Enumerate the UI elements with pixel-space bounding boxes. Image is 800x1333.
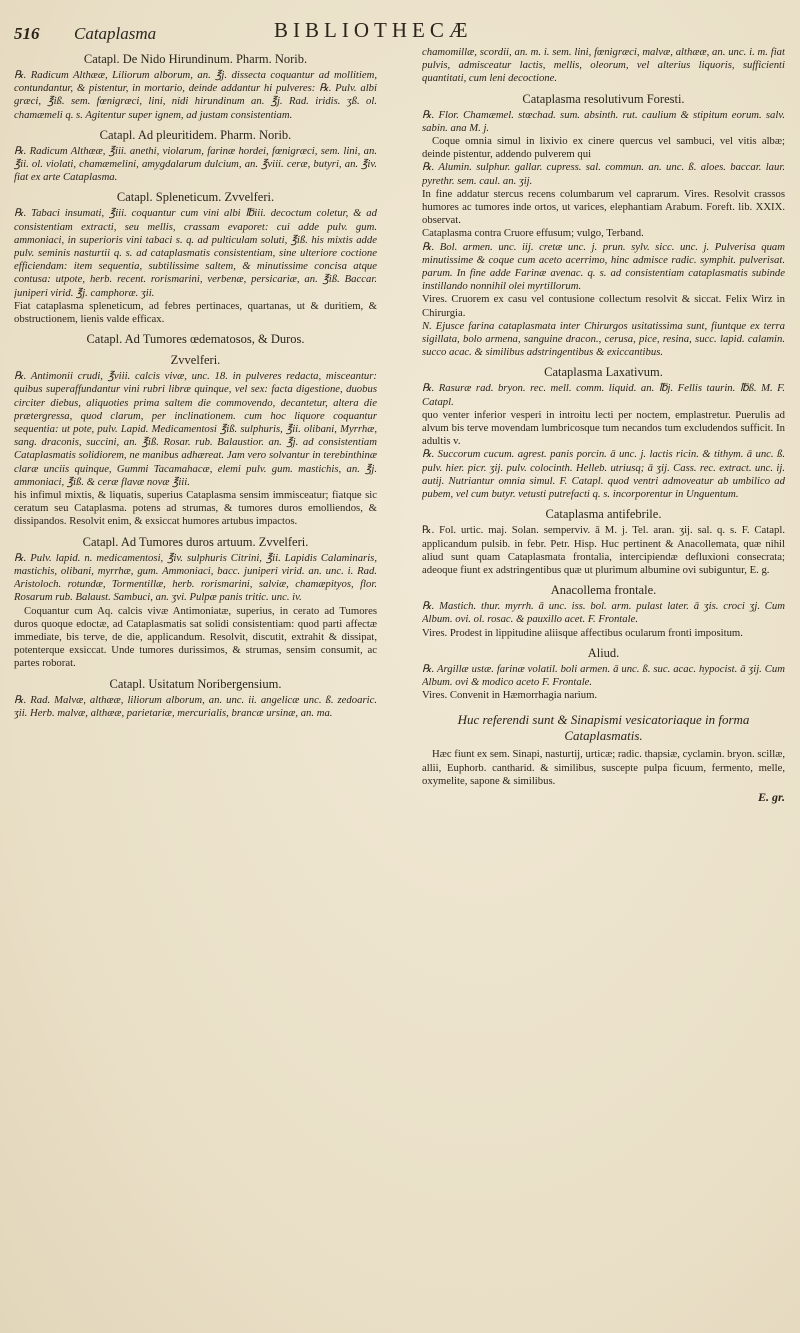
recipe-text: ℞. Mastich. thur. myrrh. ā unc. iss. bol. arm. pulast later. ā ʒis. croci ʒj. Cum Album. ovi. ol. rosac. & pauxillo acet. F. Frontale. [422,600,785,626]
page-number: 516 [14,24,40,43]
section-title: Cataplasma resolutivum Foresti. [522,91,685,106]
recipe-note: Fiat cataplasma spleneticum, ad febres pertinaces, quartanas, ut & duritiem, & obstructionem, lienis valde efficax. [14,299,377,326]
recipe-note: ℞. Fol. urtic. maj. Solan. semperviv. ā M. j. Tel. aran. ʒij. sal. q. s. F. Catapl. applicandum pulsib. in febr. Petr. Hisp. Huc pertinent & Anacollemata, quæ nihil aliud sunt quam Cataplasmata frontalia, intercipiendæ defluxioni consecrata; adeoque fiunt ex adstringentibus quæ ut plurimum albumine ovi subiguntur, E. g. [422,524,785,576]
catchword: E. gr. [757,789,785,804]
recipe-note: his infimul mixtis, & liquatis, superius Cataplasma sensim immisceatur; fiatque sic ceratum seu Cataplasma. potens ad strumas, & tumores duros emolliendos, & dissipandos. Resolvit enim, & exsiccat humores artubus impactos. [14,489,377,528]
recipe-text: ℞. Antimonii crudi, ℥viii. calcis vivæ, unc. 18. in pulveres redacta, misceantur: quibus superaffundantur vini rubri libræ quinque, vel sex: facta digestione, duobus circiter diebus, aliquoties prima saltem die commovendo, decantetur, altera die prætergressa, quod clarum, per inclinationem. cum hoc liquore coquantur sequentia: ut pote, pulv. Lapid. Medicamentosi ℥iß. sulphuris, ℥ii. olibani, Myrrhæ, sang. draconis, succini, an. ℥iß. Rosar. rub. Balaustior. an. ℥j. ad consistentiam Cataplasmatis solidiorem, ne manibus adhæreat. Jam vero solvantur in terebinthinæ claræ unciis quinque, Gummi Tacamahacæ, elemi pulv. gum. mastichis, an. ℥j. ammoniaci, ℥iß. & ceræ flavæ novæ ℥iii. [14,370,377,488]
recipe-note: Vires. Prodest in lippitudine aliisque affectibus ocularum fronti impositum. [422,626,743,639]
running-title: Cataplasma [74,24,157,43]
recipe-note: quo venter inferior vesperi in introitu lecti per noctem, emplastretur. Puerulis ad alvum bis terve movendam lumbricosque tum necandos tum excludendos sufficit. In adultis v. [422,408,785,448]
recipe-text: chamomillæ, scordii, an. m. i. sem. lini, fœnigræci, malvæ, althææ, an. unc. i. m. fiat pulvis, admisceatur lactis, mellis, oleorum, vel alterius liquoris, sufficienti quantitati, cum leni decoctione. [422,46,785,85]
section-title: Catapl. Ad pleuritidem. Pharm. Norib. [99,127,292,142]
recipe-text: ℞. Bol. armen. unc. iij. cretæ unc. j. prun. sylv. sicc. unc. j. Pulverisa quam minutissime & coque cum aceto acerrimo, hinc admisce radic. symphit. pulverisat. parum. In fine adde Farinæ avenac. q. s. ad consistentiam cataplasmatis subinde instillando nonnihil olei myrtillorum. [422,240,785,293]
recipe-note: Vires. Convenit in Hæmorrhagia narium. [422,689,598,702]
section-author: Zvvelferi. [170,353,221,368]
section-title: Catapl. De Nido Hirundinum. Pharm. Norib. [83,52,308,66]
recipe-note: Coquantur cum Aq. calcis vivæ Antimoniatæ, superius, in cerato ad Tumores duros quoque edoctæ, ad Cataplasmatis sat solidi consistentiam: quod parti affectæ immediate, bis terve, de die, applicandum. Resolvit, discutit, extrahit & dissipat, potenterque exsiccat. Unde tumores durissimos, & strumas, sensim consumit, ac partes roborat. [14,604,377,670]
recipe-text: ℞. Tabaci insumati, ℥iii. coquantur cum vini albi ℔iii. decoctum coletur, & ad consistentiam extracti, seu mellis, crassam evaporet: cui adde pulv. gum. ammoniaci, in superioris vini tabaci s. q. ad pulticulam soluti, ℥iß. his mixtis adde pulv. seminis nasturtii q. s. ad cataplasmatis consistentiam, sine ulteriore coctione efficiendam: item sequentia, subtilissime saltem, & minutissime concisa atque contusa: utpote, herb. recent. rorismarini, verbenæ, persicariæ, an. ℥iß. Baccar. juniperi virid. ℥j. camphoræ. ʒii. [14,207,377,299]
recipe-note: Coque omnia simul in lixivio ex cinere quercus vel sambuci, vel vitis albæ; deinde pistentur, addendo pulverem qui [422,135,785,161]
recipe-note: Cataplasma contra Cruore effusum; vulgo, Terband. [422,227,644,240]
section-title: Catapl. Ad Tumores œdematosos, & Duros. [86,332,305,347]
recipe-text: ℞. Pulv. lapid. n. medicamentosi, ℥iv. sulphuris Citrini, ℥ii. Lapidis Calaminaris, mastichis, olibani, myrrhæ, gum. Ammoniaci, bacc. juniperi virid. an. unc. i. Rad. Aristoloch. rotundæ, Tormentillæ, herb. rorismarini, salviæ, chamæpityos, flor. Rosarum rub. Balaust. Sambuci, an. ʒvi. Pulpæ panis tritic. unc. iv. [14,551,377,604]
section-title: Catapl. Ad Tumores duros artuum. Zvvelferi. [82,534,309,549]
left-column [14,46,377,1315]
recipe-text: ℞. Rad. Malvæ, althææ, liliorum alborum, an. unc. ii. angelicæ unc. ß. zedoaric. ʒii. Herb. malvæ, althææ, parietariæ, mercurialis, brancæ ursinæ, an. ma. [14,693,377,719]
section-title: Aliud. [587,645,620,660]
recipe-text: ℞. Flor. Chamæmel. stœchad. sum. absinth. rut. caulium & stipitum eorum. salv. sabin. ana M. j. [422,108,785,134]
section-title: Cataplasma antifebrile. [545,507,662,522]
right-column [422,46,785,1315]
recipe-note: In fine addatur stercus recens columbarum vel caprarum. Vires. Resolvit crassos humores ac tumores inde ortos, ut varices, elephantiam Arabum. Foreft. lib. XXIX. observat. [422,187,785,227]
recipe-note: Vires. Cruorem ex casu vel contusione collectum resolvit & siccat. Felix Wirz in Chirurgia. [422,293,785,319]
recipe-text: ℞. Alumin. sulphur. gallar. cupress. sal. commun. an. unc. ß. aloes. baccar. laur. pyrethr. sem. caul. an. ʒij. [422,161,785,187]
section-title: Cataplasma Laxativum. [544,365,663,380]
recipe-note: Hæc fiunt ex sem. Sinapi, nasturtij, urticæ; radic. thapsiæ, cyclamin. bryon. scillæ, allii, Euphorb. cantharid. & similibus, suscepte pulpa ficuum, fermento, melle, oxymelite, sapone & similibus. [422,748,785,787]
running-header [14,10,786,46]
recipe-text: N. Ejusce farina cataplasmata inter Chirurgos usitatissima sunt, fiuntque ex terra sigillata, bolo armena, sanguine dracon., cerusa, pice, resina, succ. lapid. calamin. succo acac. & similibus adstringentibus & exiccantibus. [422,319,785,359]
section-title: Catapl. Usitatum Noribergensium. [109,676,282,691]
recipe-text: ℞. Radicum Althææ, Liliorum alborum, an. ℥j. dissecta coquantur ad mollitiem, contundantur, & pistentur, in mortario, deinde addantur hi pulveres: ℞. Pulv. albi græci, ℥iß. sem. fœnigræci, lini, nidi hirundinum an. ℥j. Rad. iridis. ʒß. ol. chamæmeli q. s. Agitentur super ignem, ad justam consistentiam. [14,69,377,121]
recipe-text: ℞. Radicum Althææ, ℥iii. anethi, violarum, farinæ hordei, fœnigræci, sem. lini, an. ℥ii. ol. violati, chamæmelini, amygdalarum dulcium, an. ℥viii. ceræ, butyri, an. ℥iv. fiat ex arte Cataplasma. [14,144,377,184]
recipe-text: ℞. Argillæ ustæ. farinæ volatil. boli armen. ā unc. ß. suc. acac. hypocist. ā ʒij. Cum Album. ovi & modico aceto F. Frontale. [422,662,785,688]
section-title: Catapl. Spleneticum. Zvvelferi. [116,190,275,205]
recipe-text: ℞. Rasuræ rad. bryon. rec. mell. comm. liquid. an. ℔j. Fellis taurin. ℔ß. M. F. Catapl. [422,382,785,408]
section-heading: Huc referendi sunt & Sinapismi vesicatoriaque in forma Cataplasmatis. [457,712,750,744]
recipe-text: ℞. Succorum cucum. agrest. panis porcin. ā unc. j. lactis ricin. & tithym. ā unc. ß. pulv. hier. picr. ʒij. pulv. colocinth. Helleb. utriusq; ā ʒij. Cass. rec. extract. unc. ij. autij. Nutriantur omnia simul. F. Catapl. quod ventri admoveatur ab umbilico ad pubem, vel cum butyr. vetusti putrefacti q. s. incorporentur in Unguentum. [422,448,785,501]
library-stamp: BIBLIOTHECÆ [274,18,473,42]
section-title: Anacollema frontale. [550,583,657,598]
